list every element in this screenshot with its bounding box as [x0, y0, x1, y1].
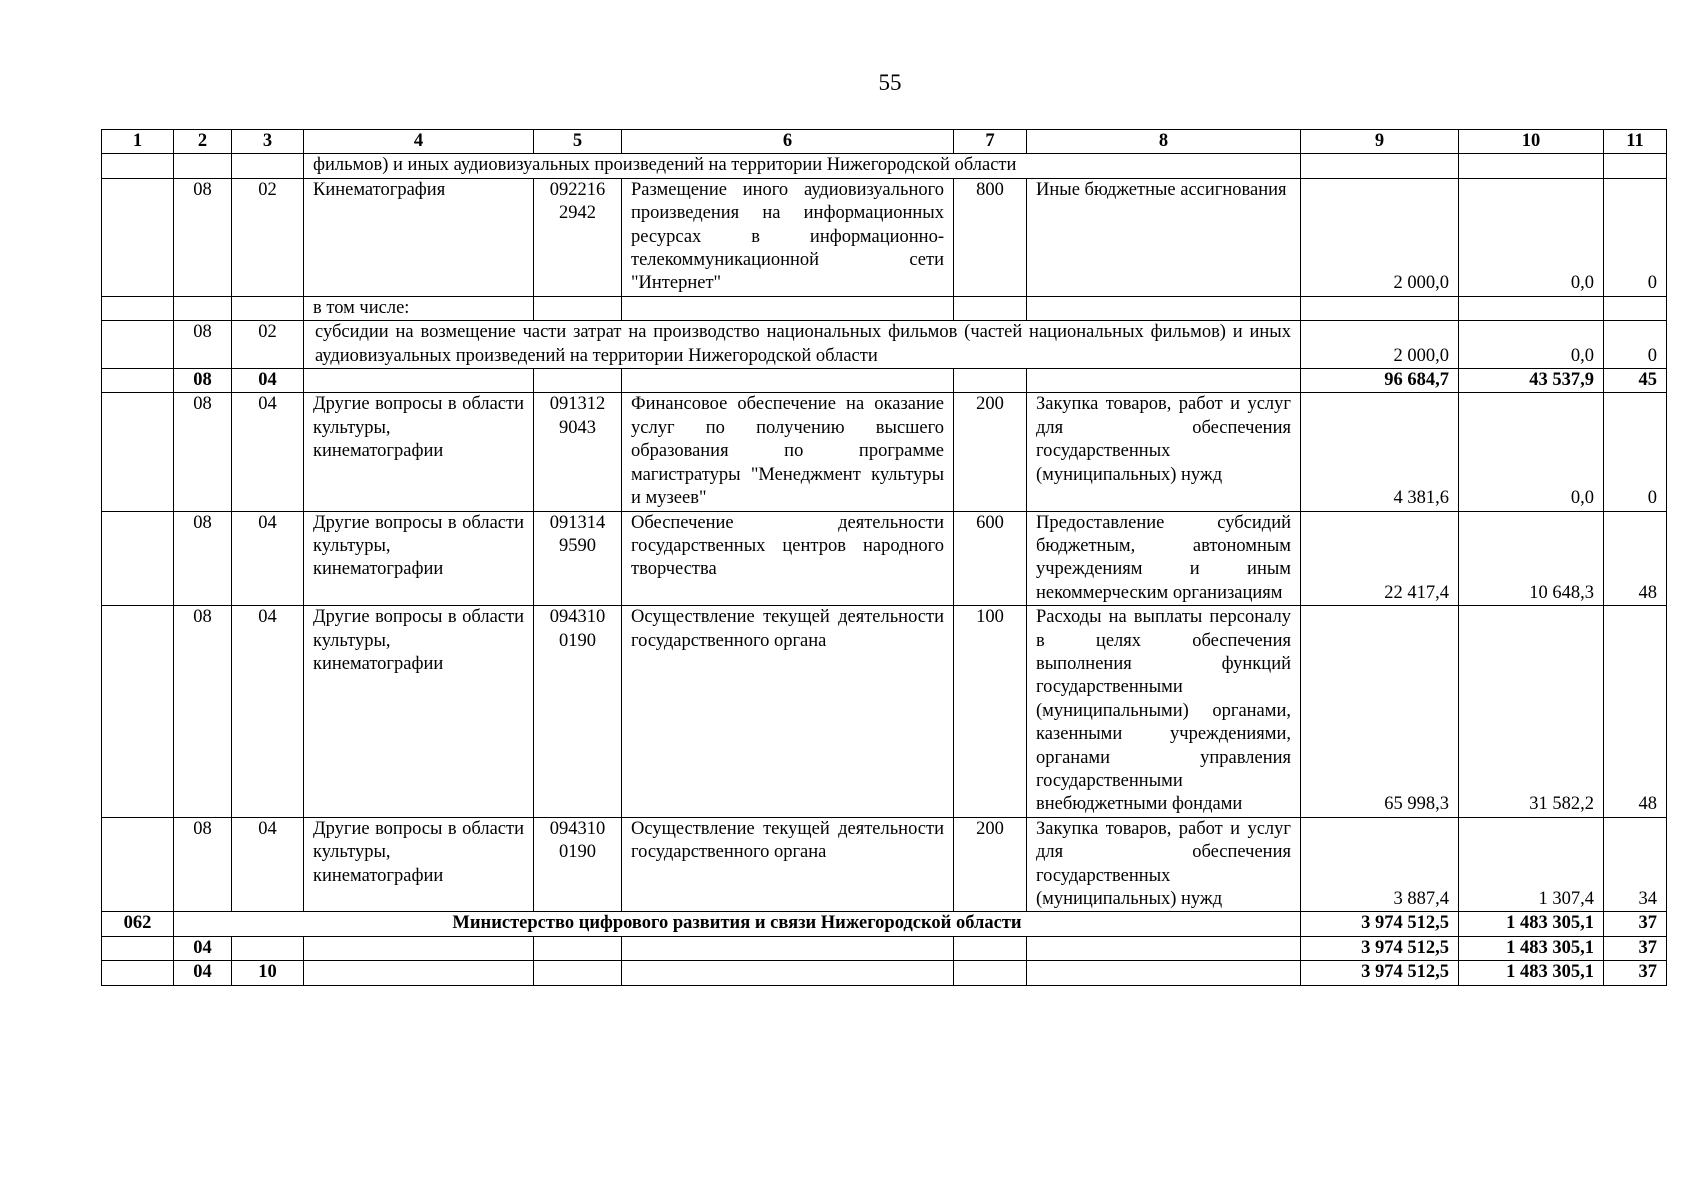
- cell-section: 08: [174, 817, 232, 912]
- table-row: [102, 606, 1667, 818]
- cell-subsection: 10: [232, 961, 304, 985]
- cell-expense-name: Расходы на выплаты персоналу в целях обеспечения выполнения функций государственными (муниципальными) органами, казенными учреждениями, органами управления государственными внебюджетными фондами: [1027, 606, 1301, 818]
- cell-plan: 3 974 512,5: [1301, 961, 1459, 985]
- cell-actual: 1 307,4: [1459, 817, 1604, 912]
- cell-target-name: Осуществление текущей деятельности государственного органа: [622, 606, 954, 818]
- cell-section: 08: [174, 511, 232, 606]
- cell-target-article: 091312 9043: [534, 393, 622, 511]
- cell-subsection: 04: [232, 606, 304, 818]
- column-header: 6: [622, 130, 954, 154]
- column-header: 7: [954, 130, 1027, 154]
- cell-actual: 1 483 305,1: [1459, 961, 1604, 985]
- cell-expense-type: 200: [954, 393, 1027, 511]
- cell-section: 08: [174, 369, 232, 393]
- cell-section: 08: [174, 321, 232, 369]
- cell-ministry-code: [102, 606, 174, 818]
- cell-subsection: 04: [232, 393, 304, 511]
- cell-plan: 65 998,3: [1301, 606, 1459, 818]
- cell-section: 08: [174, 606, 232, 818]
- cell-section-name: Другие вопросы в области культуры, кинематографии: [304, 393, 534, 511]
- cell-actual: 0,0: [1459, 393, 1604, 511]
- cell-ministry-code: 062: [102, 912, 174, 936]
- cell-section: 04: [174, 961, 232, 985]
- cell-plan: 22 417,4: [1301, 511, 1459, 606]
- column-header: 2: [174, 130, 232, 154]
- cell-subsection: 04: [232, 817, 304, 912]
- cell-actual: 1 483 305,1: [1459, 912, 1604, 936]
- cell-expense-type: 100: [954, 606, 1027, 818]
- cell-expense-name: Закупка товаров, работ и услуг для обеспечения государственных (муниципальных) нужд: [1027, 817, 1301, 912]
- cell-percent: 0: [1604, 178, 1667, 296]
- cell-subsection: 02: [232, 178, 304, 296]
- budget-table: [101, 129, 1667, 986]
- table-row: [102, 154, 1667, 178]
- column-header: 5: [534, 130, 622, 154]
- cell-target-article: 091314 9590: [534, 511, 622, 606]
- cell-target-article: 094310 0190: [534, 606, 622, 818]
- cell-plan: 3 974 512,5: [1301, 936, 1459, 960]
- cell-actual: 1 483 305,1: [1459, 936, 1604, 960]
- cell-plan: 96 684,7: [1301, 369, 1459, 393]
- cell-plan: 4 381,6: [1301, 393, 1459, 511]
- cell-subsection: 02: [232, 321, 304, 369]
- column-header: 4: [304, 130, 534, 154]
- cell-section: 04: [174, 936, 232, 960]
- cell-plan: 2 000,0: [1301, 321, 1459, 369]
- cell-subsection: 04: [232, 511, 304, 606]
- cell-expense-type: 600: [954, 511, 1027, 606]
- subtotal-row: [102, 936, 1667, 960]
- cell-ministry-code: [102, 178, 174, 296]
- cell-percent: 0: [1604, 321, 1667, 369]
- cell-plan: 3 974 512,5: [1301, 912, 1459, 936]
- cell-target-name: Обеспечение деятельности государственных центров народного творчества: [622, 511, 954, 606]
- subtotal-row: [102, 961, 1667, 985]
- cell-actual: 0,0: [1459, 178, 1604, 296]
- cell-target-article: 094310 0190: [534, 817, 622, 912]
- cell-target-name: Размещение иного аудиовизуального произведения на информационных ресурсах в информационно-телекоммуникационной сети "Интернет": [622, 178, 954, 296]
- cell-actual: 31 582,2: [1459, 606, 1604, 818]
- row-label: в том числе:: [304, 296, 534, 320]
- cell-target-article: 092216 2942: [534, 178, 622, 296]
- page-number: 55: [878, 70, 902, 95]
- cell-expense-type: 800: [954, 178, 1027, 296]
- cell-section: 08: [174, 393, 232, 511]
- table-row: [102, 296, 1667, 320]
- cell-ministry-code: [102, 511, 174, 606]
- table-row: [102, 321, 1667, 369]
- cell-expense-name: Закупка товаров, работ и услуг для обеспечения государственных (муниципальных) нужд: [1027, 393, 1301, 511]
- table-row: [102, 178, 1667, 296]
- cell-percent: 48: [1604, 511, 1667, 606]
- table-row: [102, 817, 1667, 912]
- cell-plan: 3 887,4: [1301, 817, 1459, 912]
- row-text: фильмов) и иных аудиовизуальных произведений на территории Нижегородской области: [304, 154, 1301, 178]
- subtotal-row: [102, 369, 1667, 393]
- cell-actual: 0,0: [1459, 321, 1604, 369]
- column-header: 3: [232, 130, 304, 154]
- cell-percent: 37: [1604, 961, 1667, 985]
- cell-target-name: Финансовое обеспечение на оказание услуг по получению высшего образования по программе магистратуры "Менеджмент культуры и музеев": [622, 393, 954, 511]
- cell-subsection: [232, 936, 304, 960]
- table-row: [102, 393, 1667, 511]
- ministry-row: [102, 912, 1667, 936]
- cell-section-name: Кинематография: [304, 178, 534, 296]
- cell-percent: 34: [1604, 817, 1667, 912]
- cell-section: 08: [174, 178, 232, 296]
- cell-section-name: Другие вопросы в области культуры, кинематографии: [304, 511, 534, 606]
- column-header: 11: [1604, 130, 1667, 154]
- cell-section-name: Другие вопросы в области культуры, кинематографии: [304, 817, 534, 912]
- column-header: 1: [102, 130, 174, 154]
- row-text: субсидии на возмещение части затрат на производство национальных фильмов (частей национальных фильмов) и иных аудиовизуальных произведений на территории Нижегородской области: [304, 321, 1301, 369]
- cell-percent: 48: [1604, 606, 1667, 818]
- column-header: 9: [1301, 130, 1459, 154]
- cell-expense-name: Предоставление субсидий бюджетным, автономным учреждениям и иным некоммерческим организациям: [1027, 511, 1301, 606]
- cell-section-name: Другие вопросы в области культуры, кинематографии: [304, 606, 534, 818]
- table-header-row: [102, 130, 1667, 154]
- cell-expense-name: Иные бюджетные ассигнования: [1027, 178, 1301, 296]
- cell-expense-type: 200: [954, 817, 1027, 912]
- column-header: 8: [1027, 130, 1301, 154]
- cell-percent: 37: [1604, 936, 1667, 960]
- cell-percent: 37: [1604, 912, 1667, 936]
- cell-actual: 10 648,3: [1459, 511, 1604, 606]
- cell-ministry-code: [102, 817, 174, 912]
- table-row: [102, 511, 1667, 606]
- cell-subsection: 04: [232, 369, 304, 393]
- cell-plan: 2 000,0: [1301, 178, 1459, 296]
- cell-ministry-code: [102, 393, 174, 511]
- ministry-name: Министерство цифрового развития и связи Нижегородской области: [174, 912, 1301, 936]
- column-header: 10: [1459, 130, 1604, 154]
- cell-percent: 45: [1604, 369, 1667, 393]
- cell-percent: 0: [1604, 393, 1667, 511]
- cell-target-name: Осуществление текущей деятельности государственного органа: [622, 817, 954, 912]
- cell-actual: 43 537,9: [1459, 369, 1604, 393]
